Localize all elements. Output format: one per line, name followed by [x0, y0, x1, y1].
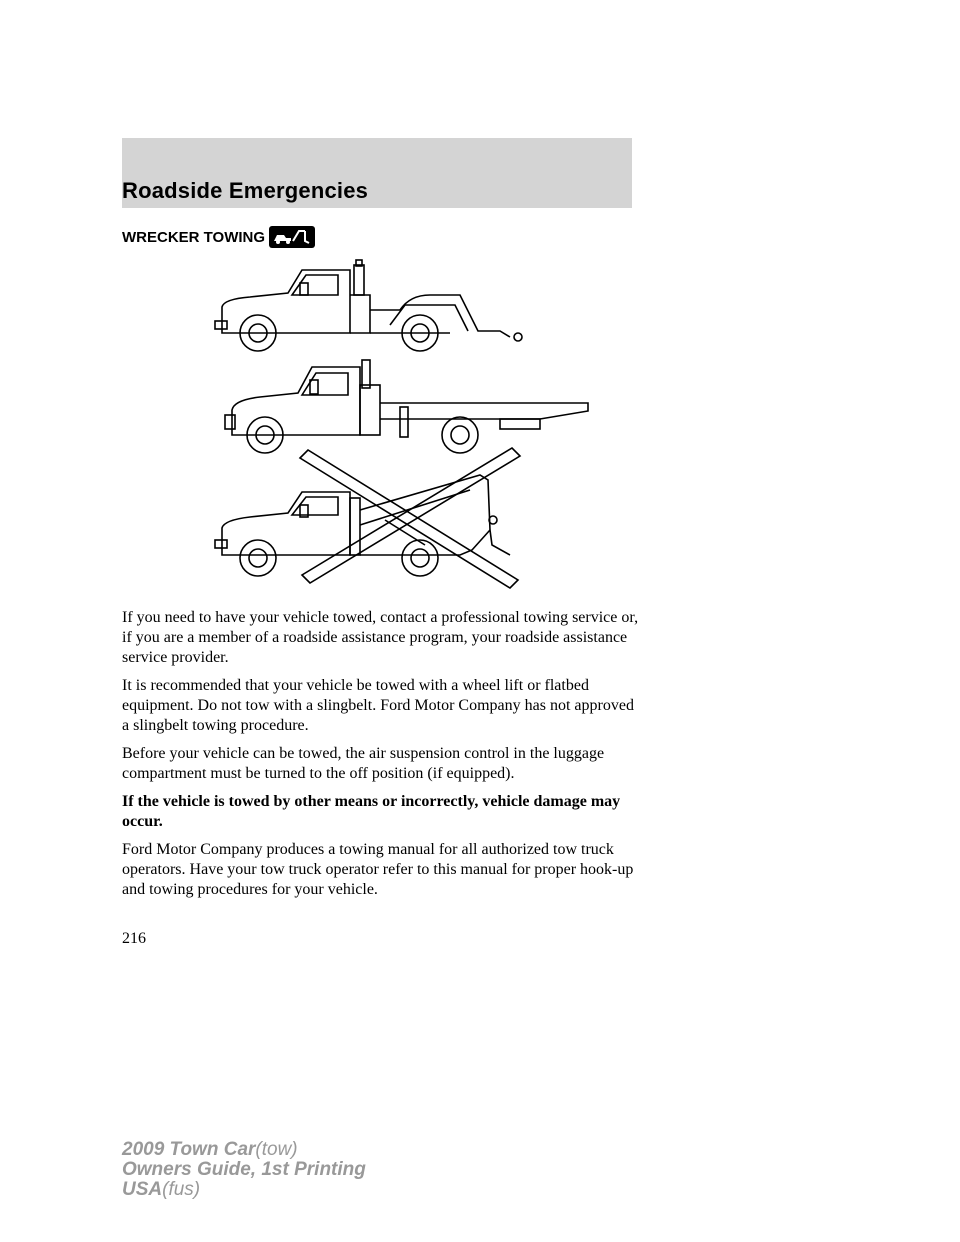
body-text [122, 608, 642, 908]
tow-truck-icon [269, 226, 315, 248]
page-title: Roadside Emergencies [122, 178, 369, 203]
flatbed-truck [225, 360, 588, 453]
wheel-lift-truck [215, 260, 522, 351]
footer-market-code: (fus) [162, 1179, 201, 1200]
slingbelt-truck-crossed-out [215, 448, 520, 588]
footer-printing: Owners Guide, 1st Printing [122, 1159, 366, 1180]
towing-illustration [210, 255, 600, 600]
page-number: 216 [122, 930, 146, 947]
warning-paragraph: If the vehicle is towed by other means or incorrectly, vehicle damage may occur. [122, 793, 621, 830]
footer-line-3 [122, 1180, 366, 1200]
paragraph: Ford Motor Company produces a towing manual for all authorized tow truck operators. Have your tow truck operator refer to this manual for proper hook-up and towing procedures for your vehicle. [122, 841, 634, 898]
footer-line-1 [122, 1140, 366, 1160]
footer [122, 1140, 366, 1200]
footer-model-code: (tow) [255, 1139, 298, 1160]
paragraph: Before your vehicle can be towed, the air suspension control in the luggage compartment must be turned to the off position (if equipped). [122, 745, 605, 782]
footer-line-2 [122, 1160, 366, 1180]
paragraph: It is recommended that your vehicle be towed with a wheel lift or flatbed equipment. Do not tow with a slingbelt. Ford Motor Company has not approved a slingbelt towing procedure. [122, 677, 634, 734]
section-heading [122, 226, 315, 248]
footer-market: USA [122, 1179, 163, 1200]
paragraph: If you need to have your vehicle towed, contact a professional towing service or, if you are a member of a roadside assistance program, your roadside assistance service provider. [122, 609, 639, 666]
section-heading-text: WRECKER TOWING [122, 228, 266, 246]
footer-model: 2009 Town Car [122, 1139, 256, 1160]
cross-out-mark [300, 448, 520, 588]
